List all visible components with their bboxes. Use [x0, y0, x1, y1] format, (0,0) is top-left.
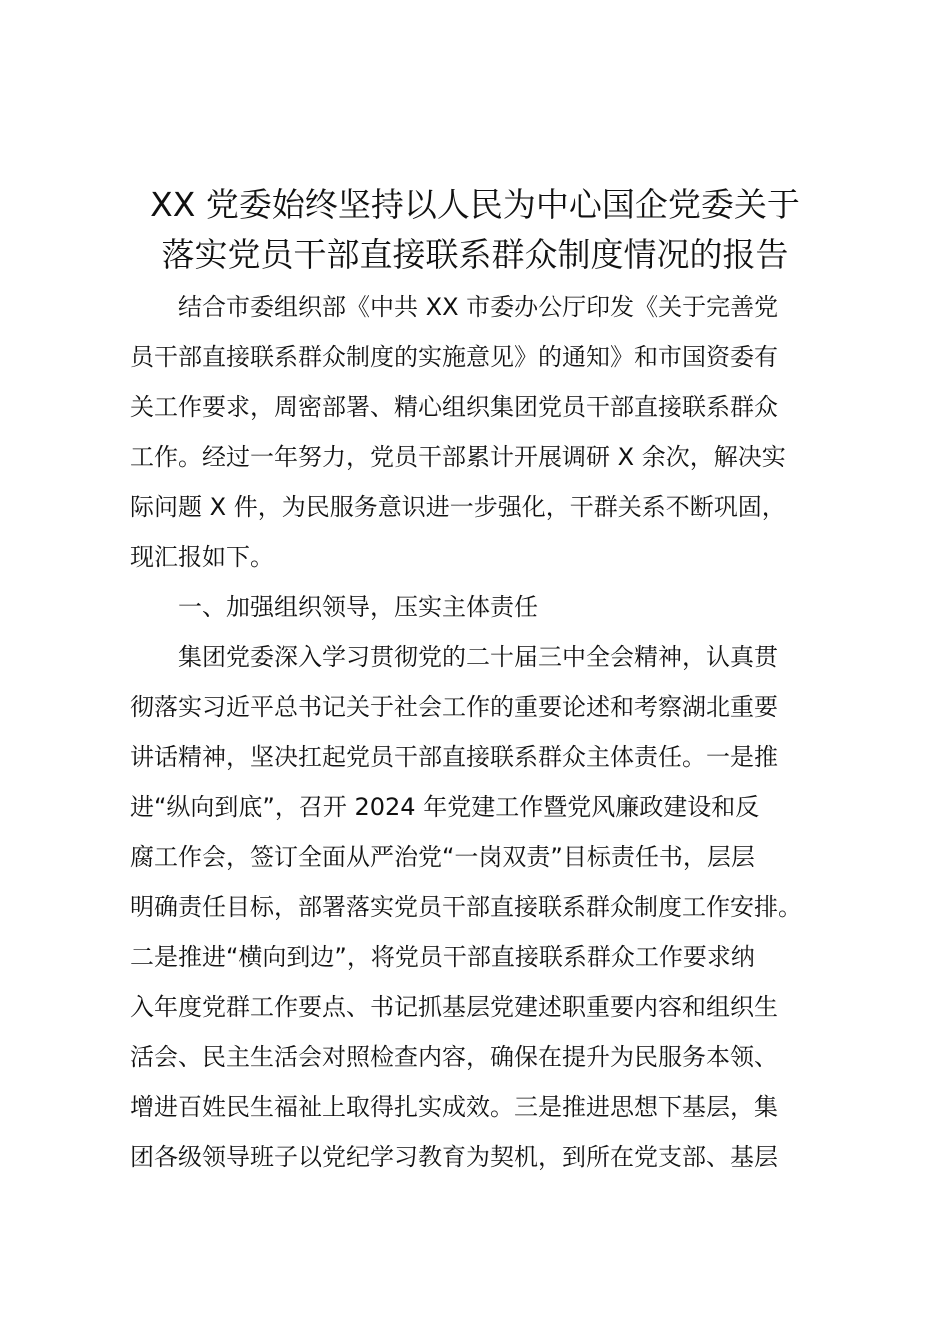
- body-line: 进“纵向到底”，召开 2024 年党建工作暨党风廉政建设和反: [130, 793, 760, 821]
- body-line: 明确责任目标，部署落实党员干部直接联系群众制度工作安排。: [130, 893, 802, 921]
- body-line: 二是推进“横向到边”，将党员干部直接联系群众工作要求纳: [130, 943, 755, 971]
- body-line: 增进百姓民生福祉上取得扎实成效。三是推进思想下基层，集: [130, 1093, 778, 1121]
- body-line: 彻落实习近平总书记关于社会工作的重要论述和考察湖北重要: [130, 693, 778, 721]
- section-heading: 一、加强组织领导，压实主体责任: [178, 593, 538, 621]
- body-line: 讲话精神，坚决扛起党员干部直接联系群众主体责任。一是推: [130, 743, 778, 771]
- body-line: 腐工作会，签订全面从严治党“一岗双责”目标责任书，层层: [130, 843, 755, 871]
- title-line-2: 落实党员干部直接联系群众制度情况的报告: [161, 235, 789, 274]
- body-line: 工作。经过一年努力，党员干部累计开展调研 X 余次，解决实: [130, 443, 786, 471]
- title-line-1: XX 党委始终坚持以人民为中心国企党委关于: [150, 185, 800, 224]
- body-line: 际问题 X 件，为民服务意识进一步强化，干群关系不断巩固，: [130, 493, 786, 521]
- body-line: 员干部直接联系群众制度的实施意见》的通知》和市国资委有: [130, 343, 778, 371]
- body-line: 入年度党群工作要点、书记抓基层党建述职重要内容和组织生: [130, 993, 778, 1021]
- body-line: 关工作要求，周密部署、精心组织集团党员干部直接联系群众: [130, 393, 778, 421]
- body-line: 现汇报如下。: [130, 543, 274, 571]
- document-title: [120, 180, 830, 280]
- body-line: 集团党委深入学习贯彻党的二十届三中全会精神，认真贯: [178, 643, 778, 671]
- document-body: [130, 282, 840, 1182]
- body-line: 结合市委组织部《中共 XX 市委办公厅印发《关于完善党: [178, 293, 779, 321]
- body-line: 团各级领导班子以党纪学习教育为契机，到所在党支部、基层: [130, 1143, 778, 1171]
- body-line: 活会、民主生活会对照检查内容，确保在提升为民服务本领、: [130, 1043, 778, 1071]
